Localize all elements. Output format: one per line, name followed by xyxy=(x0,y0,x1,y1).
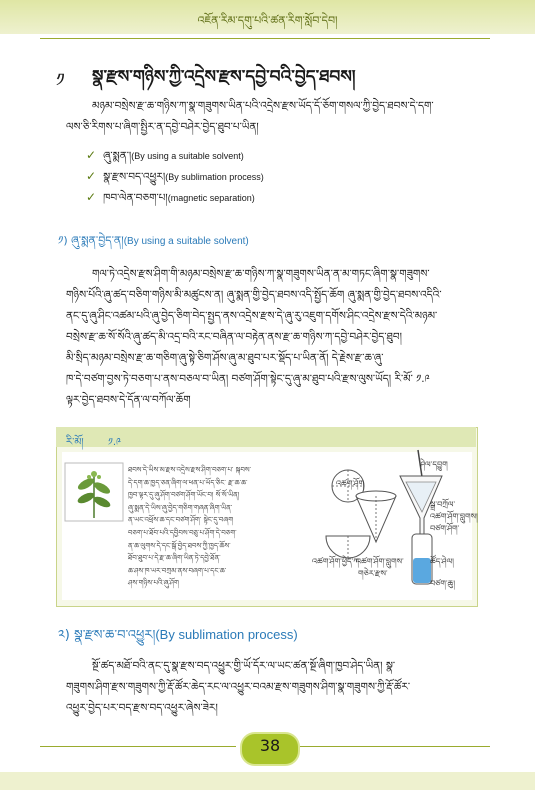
section-1-title-en: (By using a suitable solvent) xyxy=(123,236,249,247)
filtrate-label: བཙག་ཆུ། xyxy=(430,579,455,588)
paragraph-line: གཟུགས་ཤིག་རྫས་གཟུགས་ཀྱི་རྡོ་ཚོར་ཆེད་རང་ལ་འཕྱུར་བའམ་རྫས་གཟུགས་ཤིག་སྣ་གཟུགས་ཀྱི་རྡོ་ཚོར་ xyxy=(66,681,411,693)
figure-text-line: ཞུ་སྨན་དེ་ཡིས་ཞུ་བྱེད་གཅིག་གཞན་ཞིག་ཡིན་ xyxy=(128,503,233,512)
header-divider xyxy=(40,38,490,39)
chapter-title: སྣ་རྫས་གཉིས་ཀྱི་འདྲེས་རྫས་དབྱེ་བའི་བྱེད་ཐབས། xyxy=(92,67,356,87)
book-title: འཇོན་རིམ་དགུ་པའི་ཚན་རིག་སློབ་དེབ། xyxy=(197,14,338,27)
cone-paper-label: འཚག་ཤོག་བླུགས་ xyxy=(356,557,404,566)
figure-text-line: དེ་དག་ཆ་ཁྱད་ཅན་ཞིག་ལ་ཕན་པ་ཡོད་ཅིང་ རྫ་ཆ་ཆ་ xyxy=(128,478,248,487)
method-label: ཞུ་སྨན་། xyxy=(103,150,132,162)
paragraph-line: གཉིས་པོའི་ཞུ་ཚད་བཅིག་གཉིས་མི་མཚུངས་ན། ཞུ་སྨན་གྱི་བྱེད་ཐབས་འདི་སྤྱོད་ཆོག ཞུ་སྨན་གྱི་བྱེད་ཐབས་འདིའི་ xyxy=(66,289,442,301)
method-label: ཁབ་ལེན་བཅག་པ། xyxy=(103,192,168,204)
figure-text-line: ཁྱབ་ལྟར་དུ་ཞུ་ཤོག་བཙག་ཤོག་ཡོང་བ། སོ་སོ་ཡིན། xyxy=(128,491,240,500)
section-2-title-bo: ༢) སྣ་རྫས་ཆ་བ་འཕྱུར། xyxy=(58,628,156,643)
paragraph-line: སྔོ་ཚད་མཐོ་བའི་ནང་དུ་སྣ་རྫས་བད་འཕྱུར་གྱི་ཡོ་དོར་ལ་ཡང་ཚན་སྔོ་ཞིག་ཁྱབ་ཤེད་ཡིན། སྣ་ xyxy=(92,660,396,672)
paragraph-line: འཕྱུར་བྱེད་པར་བད་རྫས་བད་འཕྱུར་ཞེས་ཟེར། xyxy=(66,702,218,714)
footer-divider-right xyxy=(300,746,490,747)
method-item-magnetic xyxy=(86,187,255,216)
figure-label: རི་མོ། xyxy=(66,437,84,448)
figure-text-line: ཐབས་དེ་ཡིས་མ་རྫས་འདྲེས་རྫས་ཤིག་བཅག་པ་ སྐབས་ xyxy=(128,466,252,474)
checkmark-icon: ✓ xyxy=(86,148,97,162)
figure-text-line: བཅག་པ་ཐོབ་པའི་དབྱིབས་བཅུ་པ་ཤོག་དེ་བཅག་ xyxy=(128,528,237,537)
section-2-paragraph xyxy=(66,656,486,719)
method-label-en: (magnetic separation) xyxy=(167,193,255,203)
figure-text-line: ན་ཆ་ལུགས་དེ་དང་སྒོ་བྱེད་ཐབས་ཀྱི་ཁྱད་ཆོས་ xyxy=(128,541,231,550)
chapter-number: ༡ xyxy=(56,70,65,91)
section-1-title xyxy=(58,228,249,259)
figure-text-line: ཐོབ་ཐུབ་པ་དེ་རྫ་ཆ་ཞིག་ཡིན་ཏེ་དབྱེ་ཐོན་ xyxy=(128,554,221,563)
section-1-paragraph xyxy=(66,264,486,411)
paragraph-line: ནང་དུ་ཞུ་ཤིང་འཚམ་པའི་ཞུ་བྱེད་ཅིག་བེད་སྤྱད་ནས་འདྲེས་རྫས་དེ་ཞུ་རུ་འཇུག་དགོས་ཤིང་འདྲེས་རྫས་དེའི་མཉམ་ xyxy=(66,310,438,322)
method-label-en: (By using a suitable solvent) xyxy=(131,151,244,161)
checkmark-icon: ✓ xyxy=(86,169,97,183)
method-label-en: (By sublimation process) xyxy=(165,172,264,182)
section-2-title xyxy=(58,620,298,657)
page-number: 38 xyxy=(259,736,281,755)
section-2-title-en: (By sublimation process) xyxy=(155,627,298,642)
figure-text-line: ན་ཡང་འཕྲོས་ཆ་དང་བཙག་ཤོག་ སྟེང་དུ་བཞག xyxy=(128,516,234,525)
figure-text xyxy=(128,464,316,590)
figure-number: ༡.༩ xyxy=(108,437,122,448)
intro-paragraph xyxy=(66,96,486,138)
section-1-title-bo: ༡) ཞུ་སྨན་བྱེད་ན། xyxy=(58,234,124,247)
paragraph-line: ཁ་དེ་བཙག་བྱས་ཏེ་བཅག་པ་ནས་བཅལ་བ་ཡིན། བཙག་ཤོག་སྟེང་དུ་ཞུ་མ་ཐུབ་པའི་རྫས་ལུས་ཡོད། རི་མོ་ ༡.༩ xyxy=(66,373,430,385)
paragraph-line: བསྲེས་རྫ་ཆ་སོ་སོའི་ཞུ་ཚད་མི་འདྲ་བའི་རང་བཞིན་ལ་བརྟེན་ནས་རྫ་ཆ་གཉིས་ཀ་དབྱེ་བཤེར་བྱེད་ཐུབ། xyxy=(66,331,402,343)
circle-paper-label: འཚག་ཤོག xyxy=(336,479,365,488)
liquid-label: གཅེར་རྫས་ xyxy=(358,569,388,578)
intro-line: ལས་ཅི་རིགས་པ་ཞིག་སྤྱིར་ན་དབྱེ་བཤེར་བྱེད་ཐུབ་པ་ཡིན། xyxy=(66,121,259,133)
test-tube-label: ཚོད་ཤེལ། xyxy=(430,557,454,566)
plant-illustration xyxy=(64,462,124,522)
checkmark-icon: ✓ xyxy=(86,190,97,204)
footer-divider-left xyxy=(40,746,236,747)
intro-line: མཉམ་བསྲེས་རྫ་ཆ་གཉིས་ཀ་སྣ་གཟུགས་ཡིན་པའི་འདྲེས་རྫས་ཡོད་དོ་ཅོག་གསལ་ཀྱི་བྱེད་ཐབས་དེ་དག་ xyxy=(92,100,434,112)
filter-paper-label: བཙག་ཤོག་ xyxy=(430,524,460,533)
paragraph-line: གལ་ཏེ་འདྲེས་རྫས་ཤིག་གི་མཉམ་བསྲེས་རྫ་ཆ་གཉིས་ཀ་སྣ་གཟུགས་ཡིན་ན་མ་གཏང་ཞིག་སྣ་གཟུགས་ xyxy=(92,268,430,280)
glass-rod-label: ཤེལ་དབྱུག xyxy=(420,460,448,469)
paragraph-line: མི་སྲིད་མཉམ་བསྲེས་རྫ་ཆ་གཅིག་ཞུ་སྟེ་ཅིག་ཤོས་ཞུ་མ་ཐུབ་པར་སྡོད་པ་ཡིན་ནོ། དེ་རྗེས་རྫ་ཆ་ཞུ་ xyxy=(66,352,384,364)
figure-text-line: ཤས་གཉིས་པའི་ཞུ་ཤོག xyxy=(128,579,179,588)
half-paper-label: འཚག་ཤོག་ཕྱེད་ཀ xyxy=(312,557,359,566)
method-label: སྣ་རྫས་བད་འཕྱུར། xyxy=(103,171,166,183)
footer-band xyxy=(0,772,535,790)
paragraph-line: ལྟར་བྱེད་ཐབས་དེ་དོན་ལ་བཀོལ་ཆོག xyxy=(66,394,191,406)
funnel-label: སྒྲ་བཀྲོལ་ xyxy=(430,500,456,509)
funnel-label-2: འཚག་ཤོག་བླུགས། xyxy=(430,512,478,521)
figure-text-line: ཆ་ཤས་ཁ་ཡར་བཀྲམ་ནས་བཞག་པ་དང་ཆ་ xyxy=(128,566,227,575)
